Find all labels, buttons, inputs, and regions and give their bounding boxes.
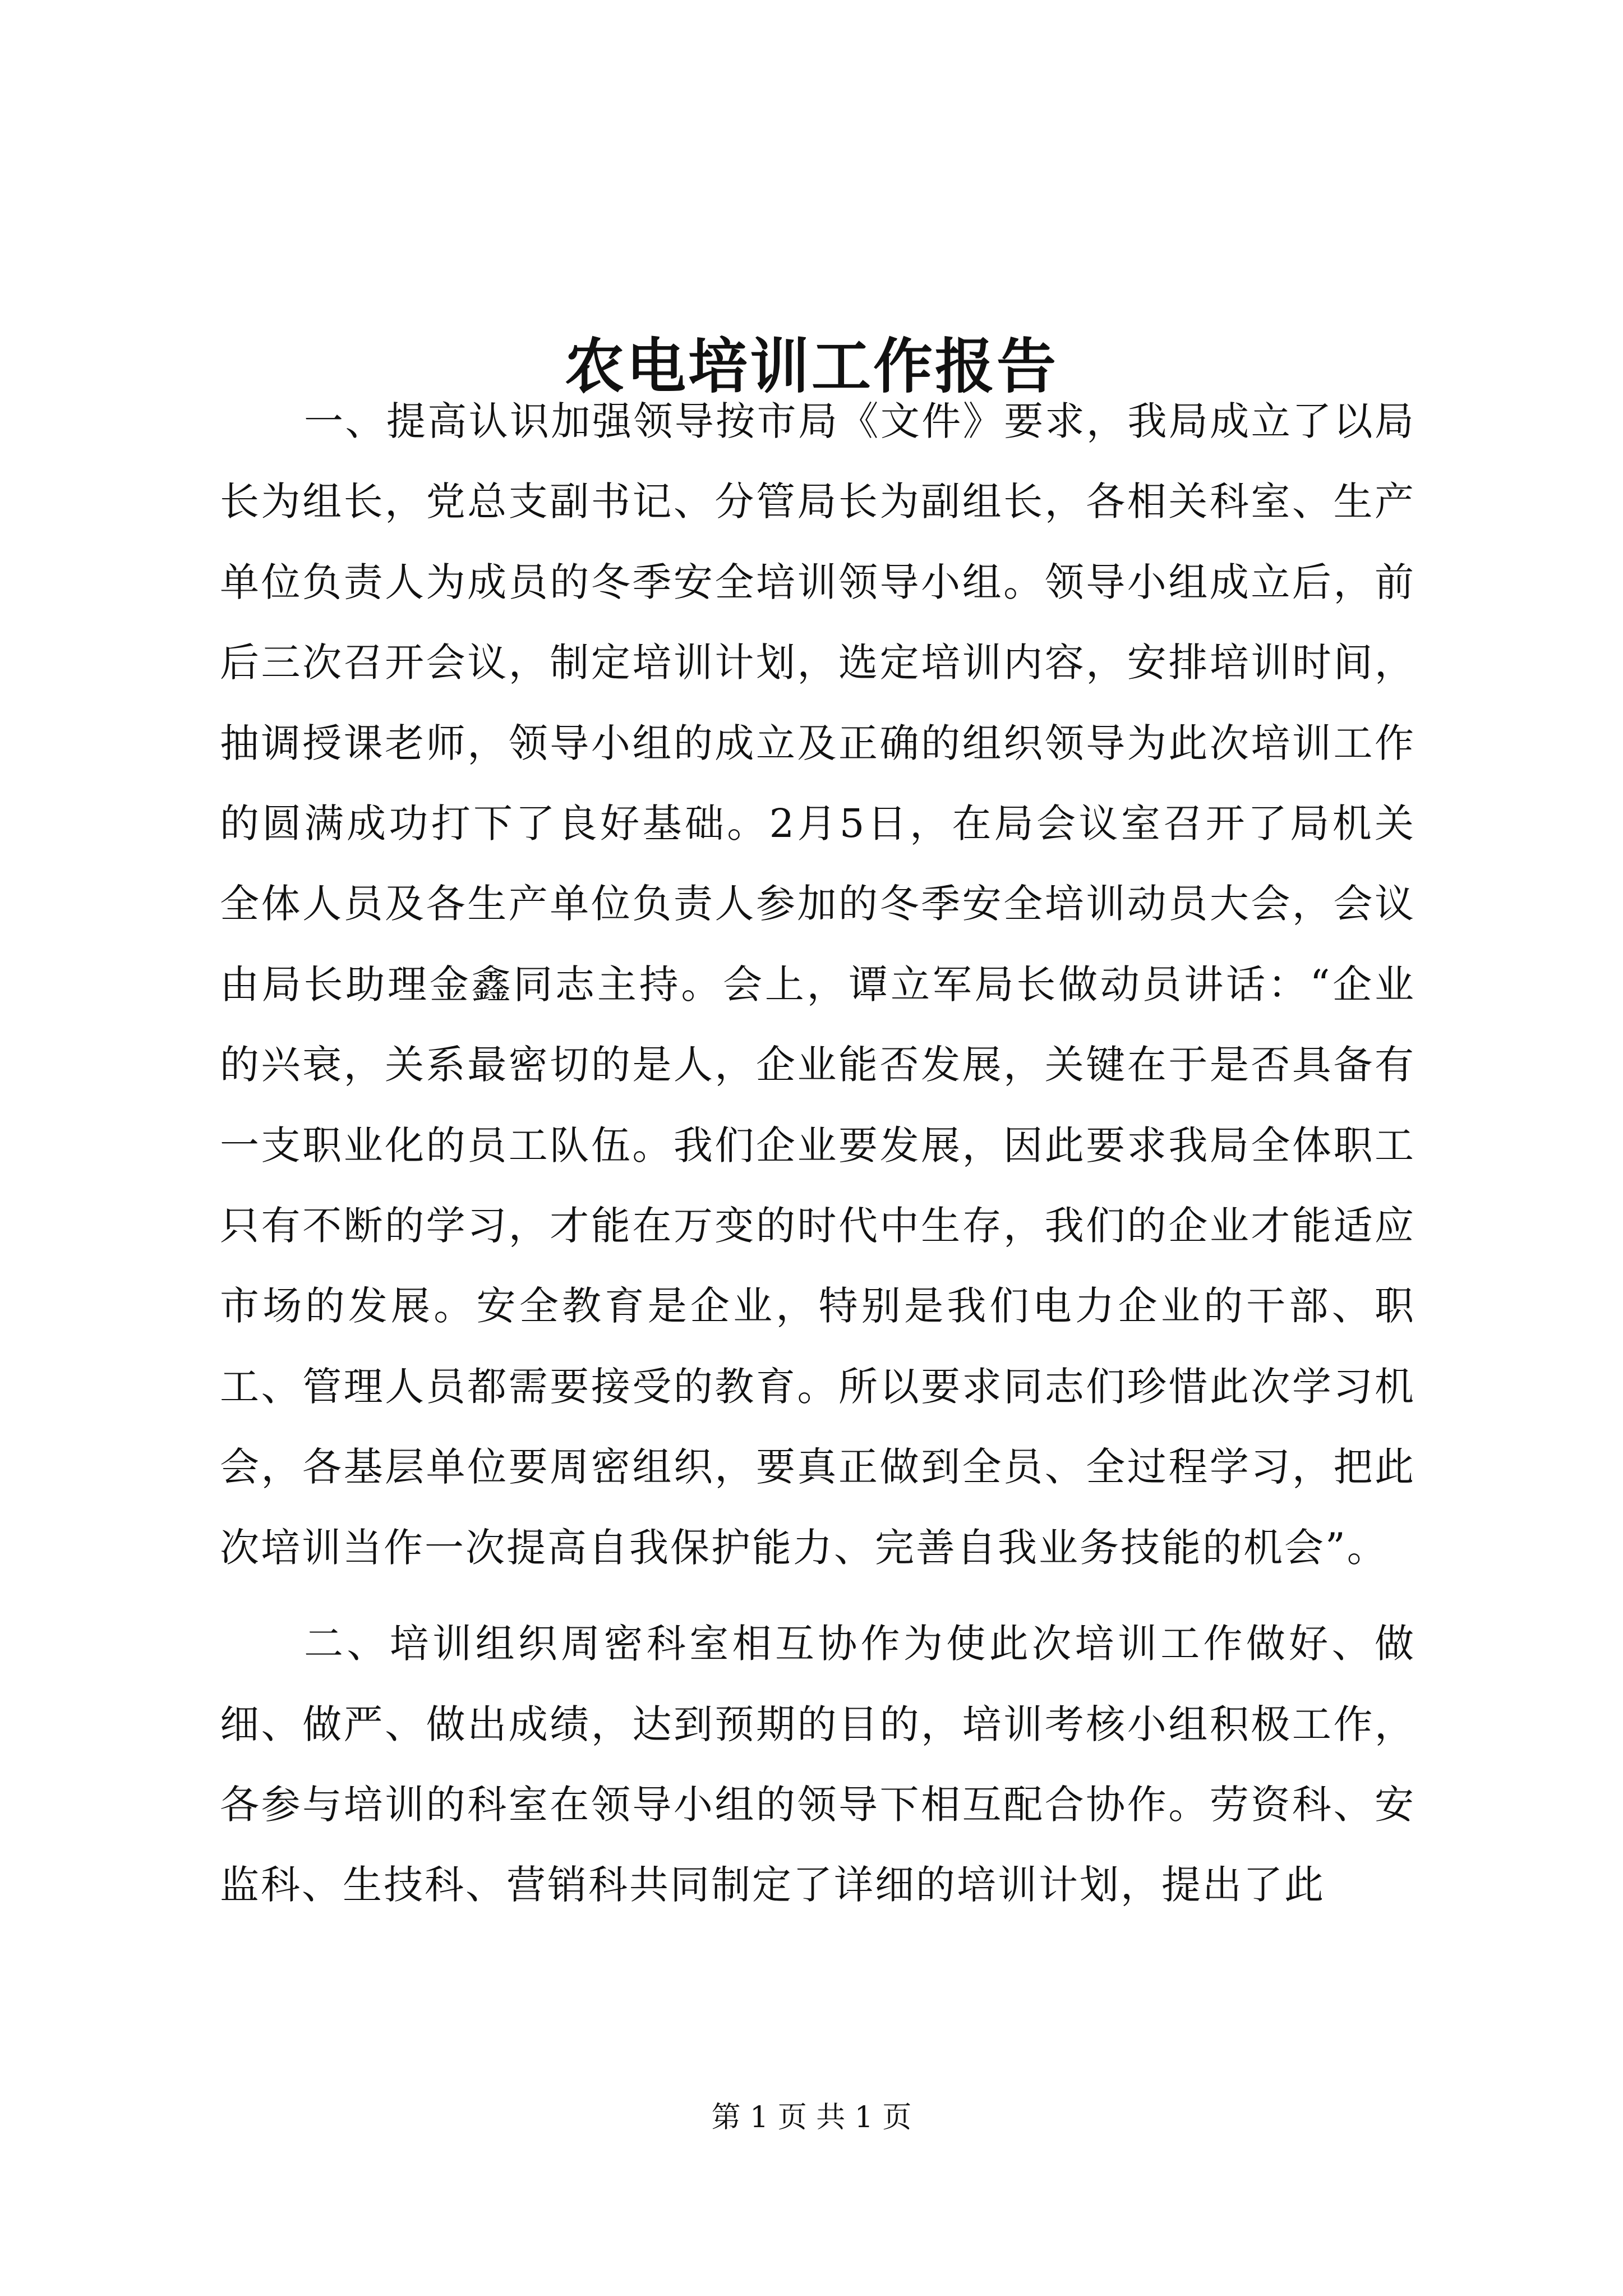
document-title: 农电培训工作报告 [565,331,1058,402]
paragraph-organization: 二、培训组织周密科室相互协作为使此次培训工作做好、做细、做严、做出成绩，达到预期的目的，培训考核小组积极工作，各参与培训的科室在领导小组的领导下相互配合协作。劳资科、安监科、生技科、营销科共同制定了详细的培训计划，提出了此 [220,1621,1415,1908]
page-footer: 第 1 页 共 1 页 [711,2101,912,2134]
document-body [220,381,1415,1926]
paragraph-leadership: 一、提高认识加强领导按市局《文件》要求，我局成立了以局长为组长，党总支副书记、分管局长为副组长，各相关科室、生产单位负责人为成员的冬季安全培训领导小组。领导小组成立后，前后三次召开会议，制定培训计划，选定培训内容，安排培训时间，抽调授课老师，领导小组的成立及正确的组织领导为此次培训工作的圆满成功打下了良好基础。2月5日，在局会议室召开了局机关全体人员及各生产单位负责人参加的冬季安全培训动员大会，会议由局长助理金鑫同志主持。会上，谭立军局长做动员讲话：“企业的兴衰，关系最密切的是人，企业能否发展，关键在于是否具备有一支职业化的员工队伍。我们企业要发展，因此要求我局全体职工只有不断的学习，才能在万变的时代中生存，我们的企业才能适应市场的发展。安全教育是企业，特别是我们电力企业的干部、职工、管理人员都需要接受的教育。所以要求同志们珍惜此次学习机会，各基层单位要周密组织，要真正做到全员、全过程学习，把此次培训当作一次提高自我保护能力、完善自我业务技能的机会”。 [220,398,1415,1571]
